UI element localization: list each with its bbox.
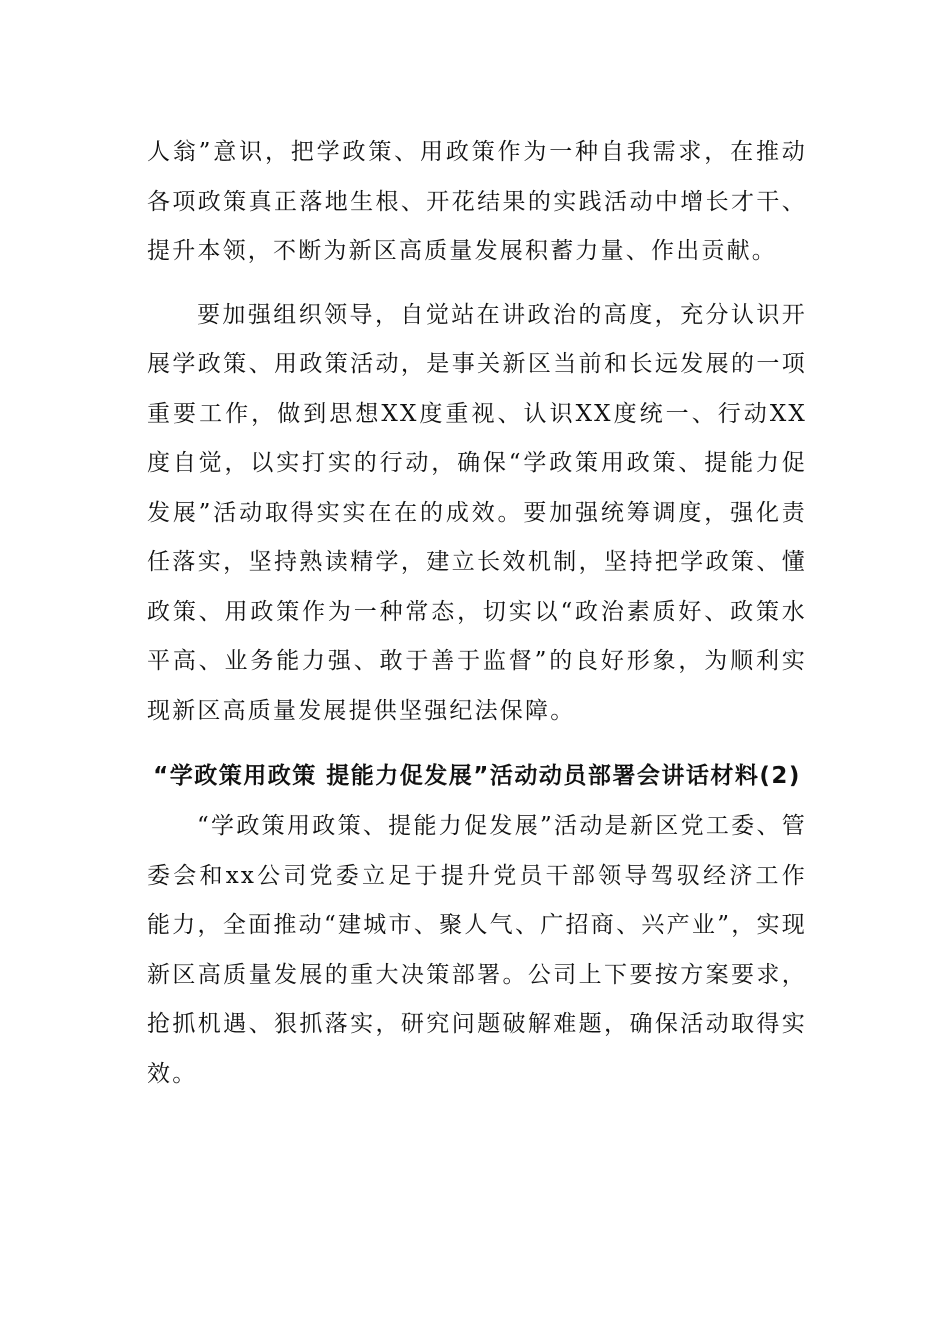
paragraph-activity-intro: “学政策用政策、提能力促发展”活动是新区党工委、管委会和xx公司党委立足于提升党员干部领导驾驭经济工作能力，全面推动“建城市、聚人气、广招商、兴产业”，实现新区高质量发展的重大决策部署。公司上下要按方案要求，抢抓机遇、狠抓落实，研究问题破解难题，确保活动取得实效。 (147, 813, 807, 1087)
paragraph-continued: 人翁”意识，把学政策、用政策作为一种自我需求，在推动各项政策真正落地生根、开花结果的实践活动中增长才干、提升本领，不断为新区高质量发展积蓄力量、作出贡献。 (147, 139, 807, 264)
section-heading: “学政策用政策 提能力促发展”活动动员部署会讲话材料(2) (153, 763, 801, 789)
paragraph-organization-leadership: 要加强组织领导，自觉站在讲政治的高度，充分认识开展学政策、用政策活动，是事关新区当前和长远发展的一项重要工作，做到思想XX度重视、认识XX度统一、行动XX度自觉，以实打实的行动，确保“学政策用政策、提能力促发展”活动取得实实在在的成效。要加强统筹调度，强化责任落实，坚持熟读精学，建立长效机制，坚持把学政策、懂政策、用政策作为一种常态，切实以“政治素质好、政策水平高、业务能力强、敢于善于监督”的良好形象，为顺利实现新区高质量发展提供坚强纪法保障。 (147, 301, 807, 724)
document-body (147, 128, 807, 1099)
